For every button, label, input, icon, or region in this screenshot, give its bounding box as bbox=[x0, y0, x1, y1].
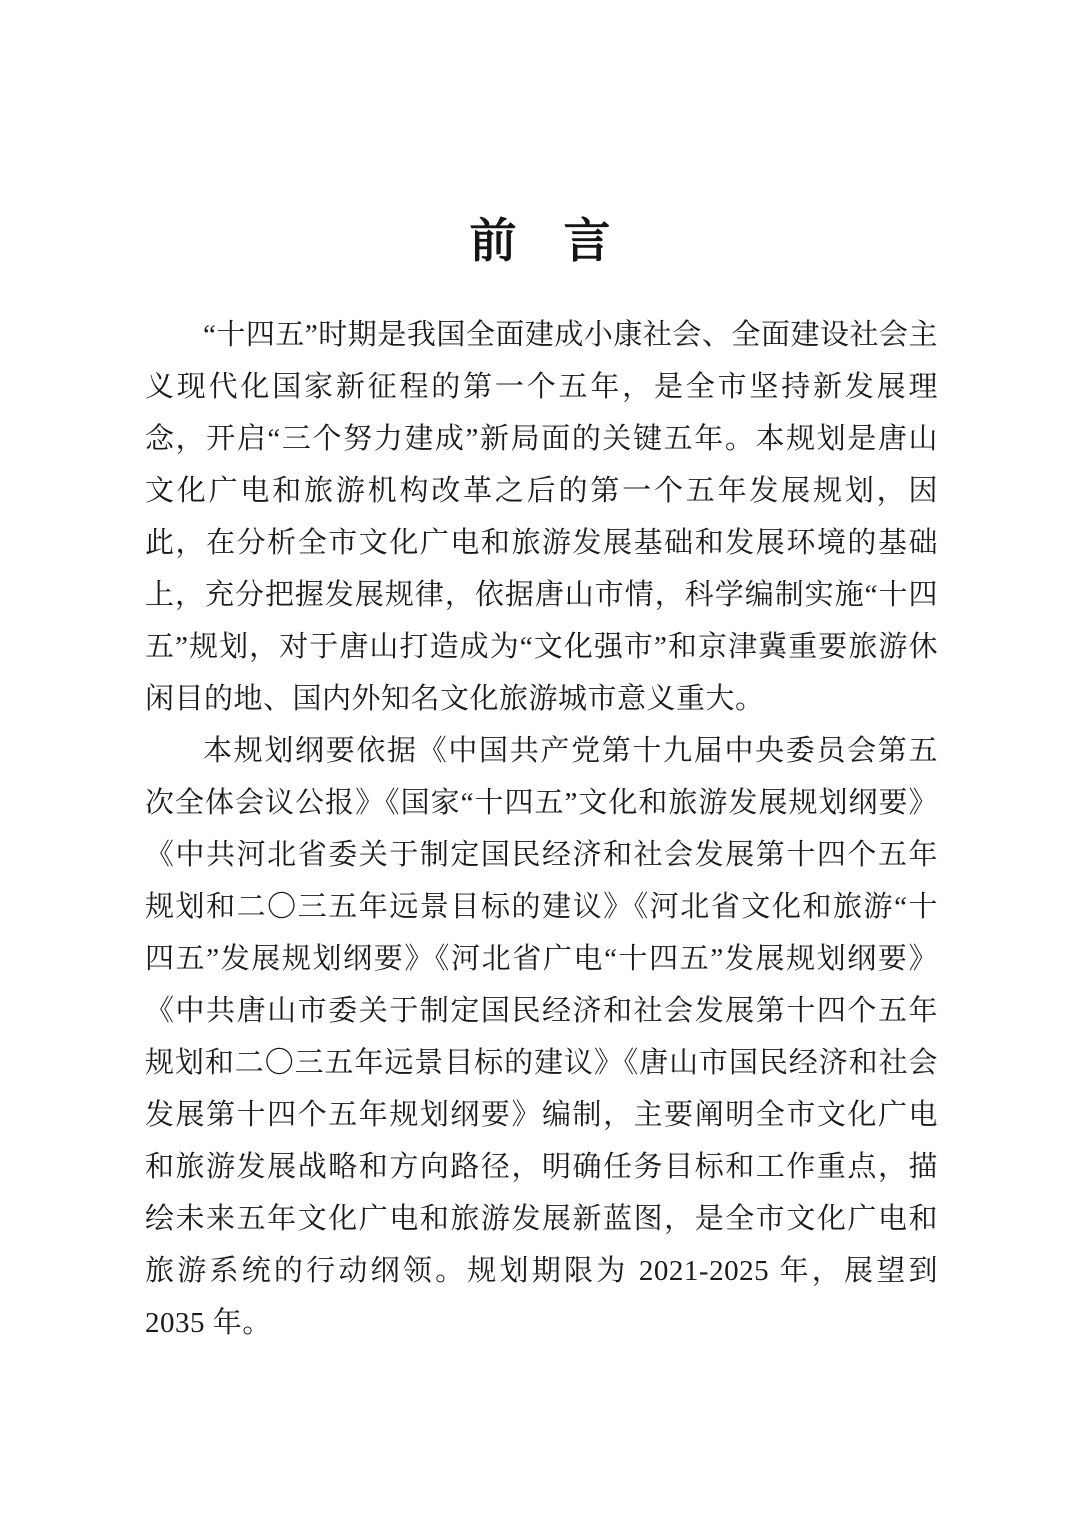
page-title: 前 言 bbox=[469, 216, 611, 268]
paragraph-intro: “十四五”时期是我国全面建成小康社会、全面建设社会主义现代化国家新征程的第一个五年，是全市坚持新发展理念，开启“三个努力建成”新局面的关键五年。本规划是唐山文化广电和旅游机构改革之后的第一个五年发展规划，因此，在分析全市文化广电和旅游发展基础和发展环境的基础上，充分把握发展规律，依据唐山市情，科学编制实施“十四五”规划，对于唐山打造成为“文化强市”和京津冀重要旅游休闲目的地、国内外知名文化旅游城市意义重大。 bbox=[145, 319, 938, 715]
paragraph-basis: 本规划纲要依据《中国共产党第十九届中央委员会第五次全体会议公报》《国家“十四五”文化和旅游发展规划纲要》《中共河北省委关于制定国民经济和社会发展第十四个五年规划和二〇三五年远景目标的建议》《河北省文化和旅游“十四五”发展规划纲要》《河北省广电“十四五”发展规划纲要》《中共唐山市委关于制定国民经济和社会发展第十四个五年规划和二〇三五年远景目标的建议》《唐山市国民经济和社会发展第十四个五年规划纲要》编制，主要阐明全市文化广电和旅游发展战略和方向路径，明确任务目标和工作重点，描绘未来五年文化广电和旅游发展新蓝图，是全市文化广电和旅游系统的行动纲领。规划期限为 2021-2025 年，展望到 2035 年。 bbox=[145, 735, 938, 1339]
document-body bbox=[0, 268, 1080, 1349]
